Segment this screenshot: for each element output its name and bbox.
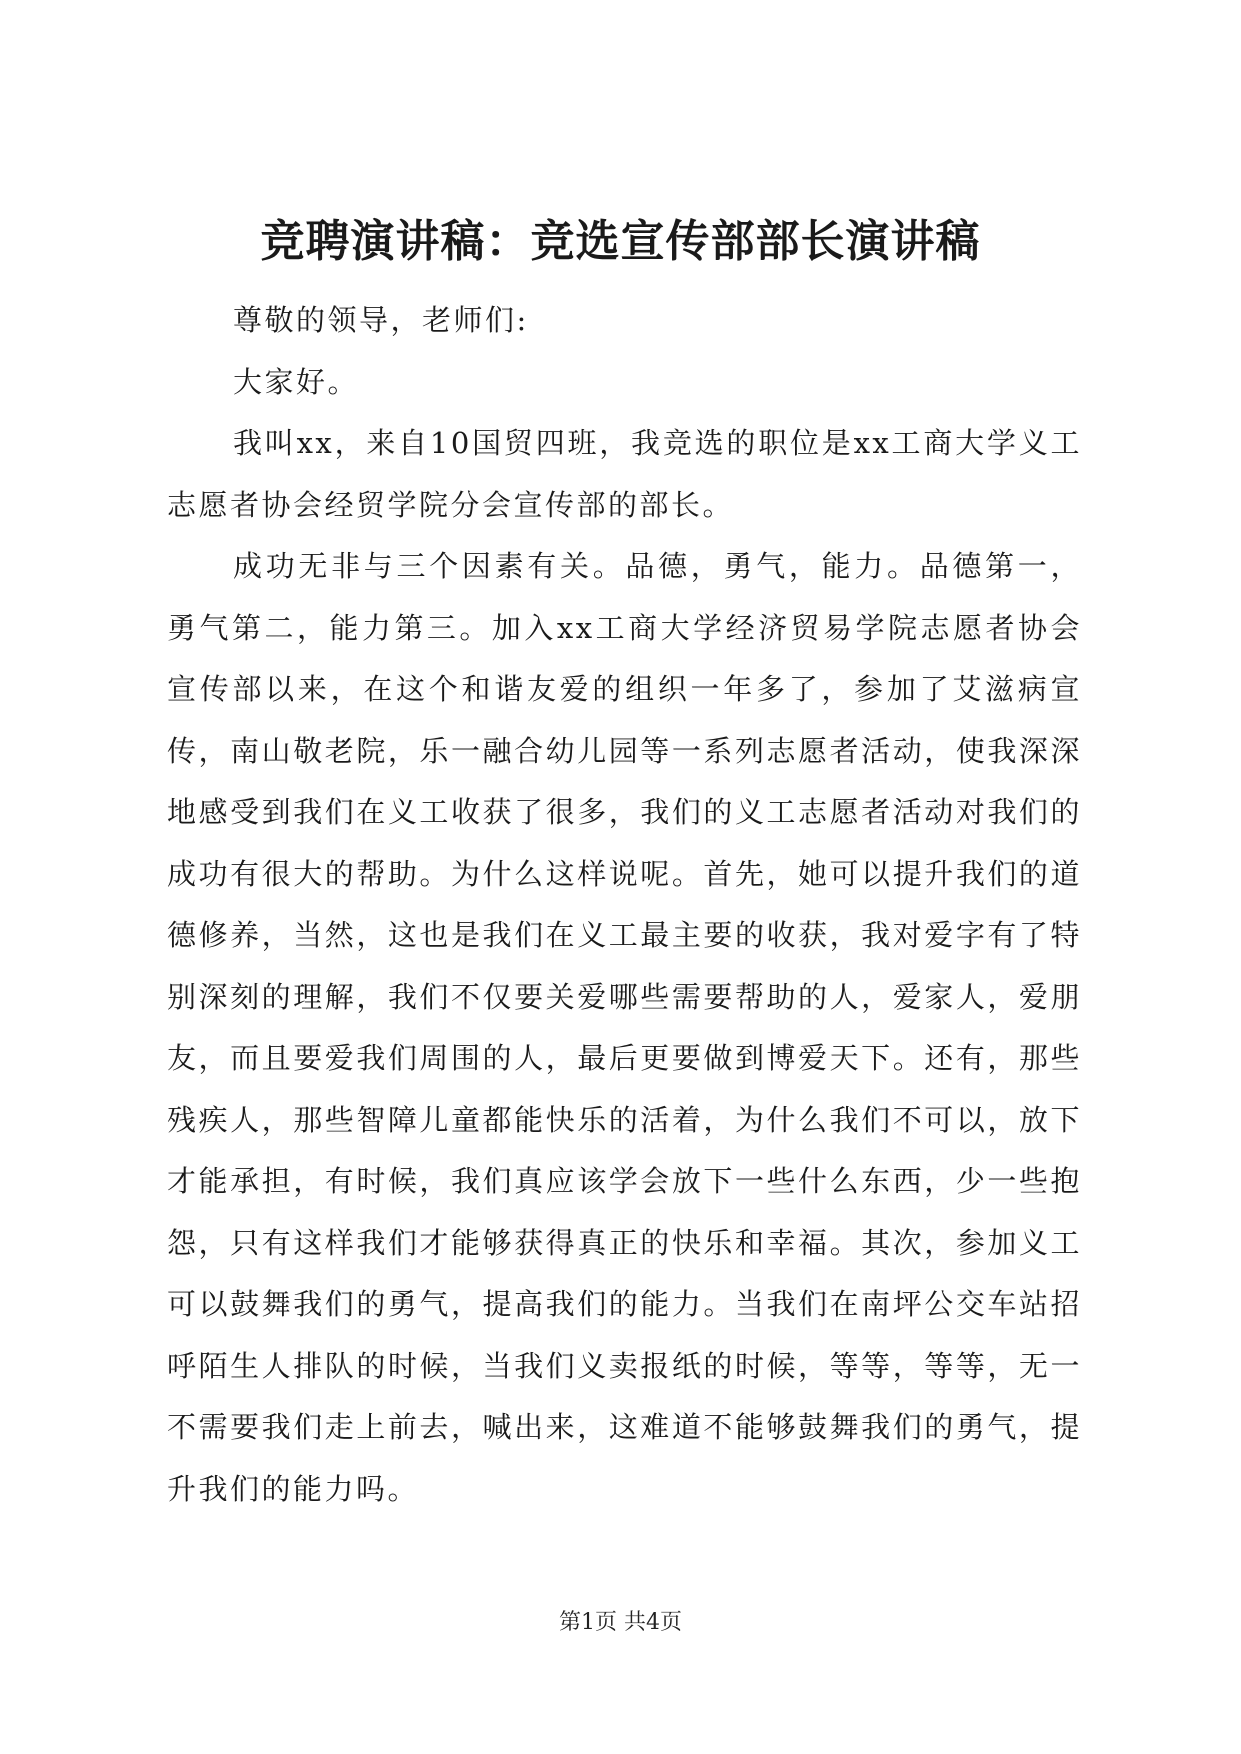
page-footer: 第1页 共4页 [559, 1610, 682, 1635]
greeting-paragraph: 大家好。 [233, 364, 360, 399]
salutation-paragraph: 尊敬的领导，老师们: [233, 303, 529, 337]
main-paragraph: 成功无非与三个因素有关。品德，勇气，能力。品德第一，勇气第二，能力第三。加入xx工商大学经济贸易学院志愿者协会宣传部以来，在这个和谐友爱的组织一年多了，参加了艾滋病宣传，南山敬老院，乐一融合幼儿园等一系列志愿者活动，使我深深地感受到我们在义工收获了很多，我们的义工志愿者活动对我们的成功有很大的帮助。为什么这样说呢。首先，她可以提升我们的道德修养，当然，这也是我们在义工最主要的收获，我对爱字有了特别深刻的理解，我们不仅要关爱哪些需要帮助的人，爱家人，爱朋友，而且要爱我们周围的人，最后更要做到博爱天下。还有，那些残疾人，那些智障儿童都能快乐的活着，为什么我们不可以，放下才能承担，有时候，我们真应该学会放下一些什么东西，少一些抱怨，只有这样我们才能够获得真正的快乐和幸福。其次，参加义工可以鼓舞我们的勇气，提高我们的能力。当我们在南坪公交车站招呼陌生人排队的时候，当我们义卖报纸的时候，等等，等等，无一不需要我们走上前去，喊出来，这难道不能够鼓舞我们的勇气，提升我们的能力吗。 [167, 549, 1082, 1506]
introduction-paragraph: 我叫xx，来自10国贸四班，我竞选的职位是xx工商大学义工志愿者协会经贸学院分会宣传部的部长。 [167, 426, 1082, 522]
document-title: 竞聘演讲稿：竞选宣传部部长演讲稿 [260, 216, 981, 267]
document-body [167, 290, 1082, 1520]
